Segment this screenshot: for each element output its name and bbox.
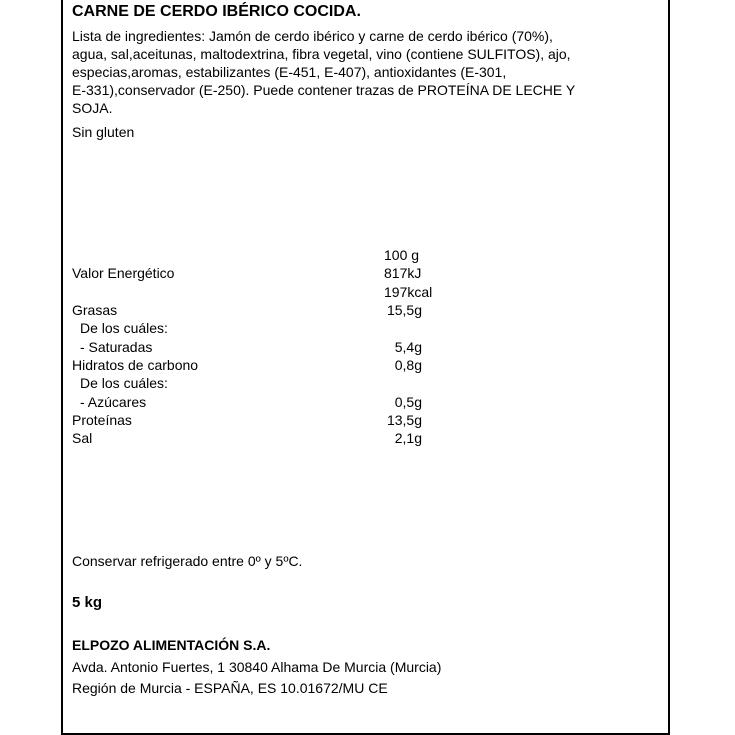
nutrient-value-fat: 15,5g [386,302,422,318]
energy-label: Valor Energético [72,265,175,281]
nutrient-label-sugars: - Azúcares [80,394,147,410]
nutrient-value-saturated: 5,4g [394,339,422,355]
nutrient-value-salt: 2,1g [394,430,422,446]
ingredients-line: agua, sal,aceitunas, maltodextrina, fibra vegetal, vino (contiene SULFITOS), ajo, [72,46,571,62]
company-region: Región de Murcia - ESPAÑA, ES 10.01672/MU CE [72,680,388,696]
product-title: CARNE DE CERDO IBÉRICO COCIDA. [72,3,361,20]
energy-kj-value: 817kJ [384,265,422,281]
nutrition-per-header: 100 g [384,247,420,263]
gluten-note: Sin gluten [72,124,135,140]
nutrient-label-salt: Sal [72,430,93,446]
nutrient-value-carbs: 0,8g [394,357,422,373]
storage-instructions: Conservar refrigerado entre 0º y 5ºC. [72,553,303,569]
company-name: ELPOZO ALIMENTACIÓN S.A. [72,637,271,653]
ingredients-line: SOJA. [72,100,113,116]
nutrient-sublabel: De los cuáles: [80,375,168,391]
net-weight: 5 kg [72,594,103,611]
nutrient-value-protein: 13,5g [386,412,422,428]
nutrient-label-carbs: Hidratos de carbono [72,357,199,373]
ingredients-line: E-331),conservador (E-250). Puede contener trazas de PROTEÍNA DE LECHE Y [72,82,576,98]
ingredients-line: Lista de ingredientes: Jamón de cerdo ibérico y carne de cerdo ibérico (70%), [72,28,553,44]
company-address: Avda. Antonio Fuertes, 1 30840 Alhama De Murcia (Murcia) [72,659,442,675]
nutrient-label-protein: Proteínas [72,412,132,428]
nutrient-sublabel: De los cuáles: [80,320,168,336]
ingredients-line: especias,aromas, estabilizantes (E-451, E-407), antioxidantes (E-301, [72,64,507,80]
nutrient-value-sugars: 0,5g [394,394,422,410]
ingredients-list [72,27,662,117]
nutrient-label-saturated: - Saturadas [80,339,153,355]
energy-kcal-value: 197kcal [384,284,433,300]
nutrient-label-fat: Grasas [72,302,118,318]
